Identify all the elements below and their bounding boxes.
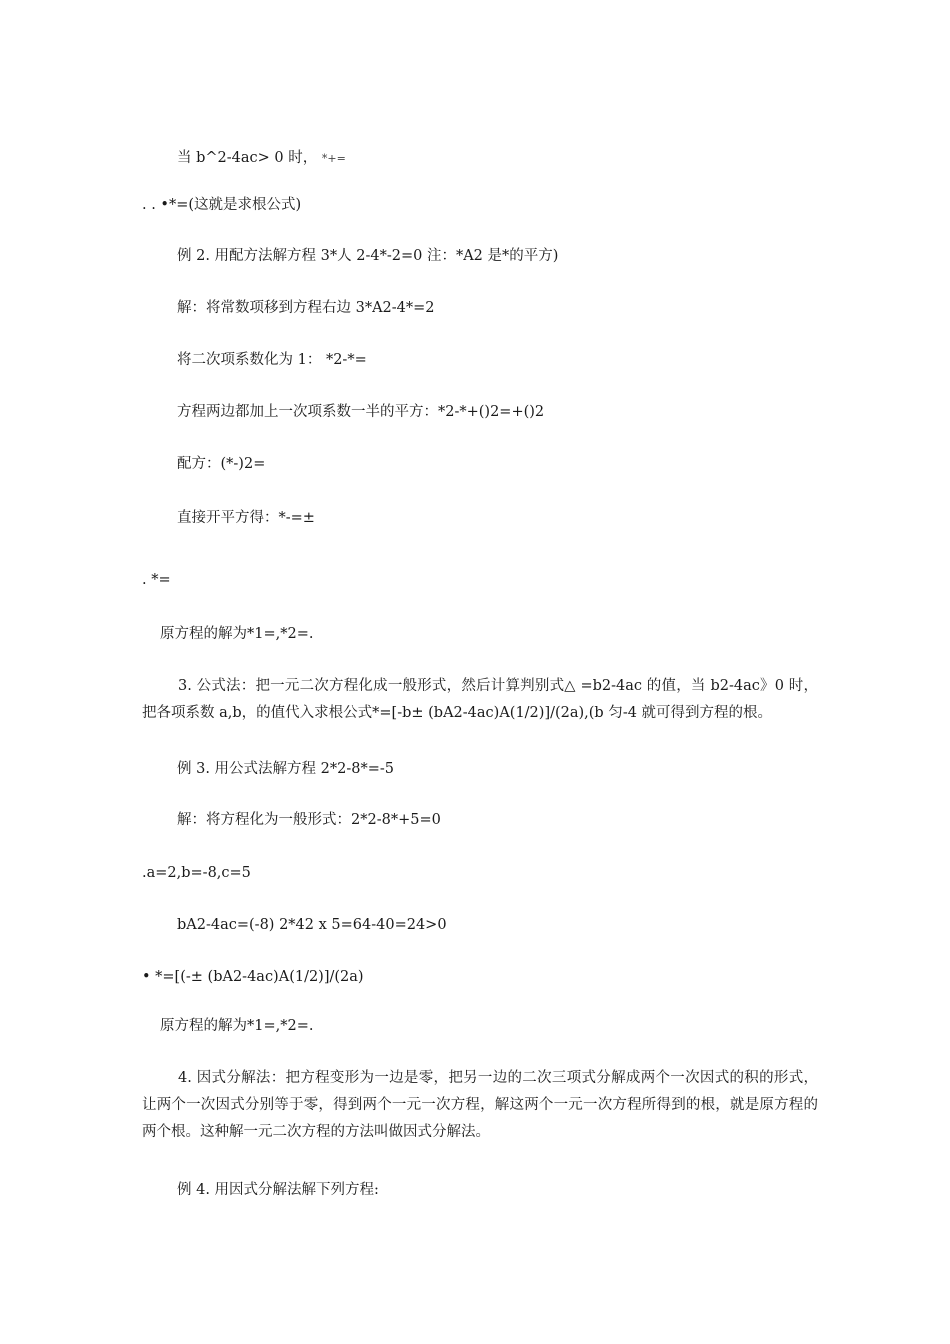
text-line: 解：将方程化为一般形式：2*2-8*+5=0 — [177, 812, 441, 828]
text-line — [177, 148, 346, 169]
text-line: 方程两边都加上一次项系数一半的平方：*2-*+()2=+()2 — [177, 404, 545, 420]
formula-fragment: *+= — [321, 152, 346, 165]
discriminant-condition: 当 b^2-4ac> 0 时， — [177, 150, 318, 166]
text-line: bA2-4ac=(-8) 2*42 x 5=64-40=24>0 — [177, 917, 447, 933]
text-line: 配方：(*-)2= — [177, 456, 266, 472]
text-line: 将二次项系数化为 1： *2-*= — [177, 352, 367, 368]
text-line: 原方程的解为*1=,*2=. — [160, 626, 314, 642]
paragraph-factoring-method: 4. 因式分解法：把方程变形为一边是零，把另一边的二次三项式分解成两个一次因式的积的形式，让两个一次因式分别等于零，得到两个一元一次方程，解这两个一元一次方程所得到的根，就是原方程的两个根。这种解一元二次方程的方法叫做因式分解法。 — [142, 1070, 818, 1140]
example-heading: 例 2. 用配方法解方程 3*人 2-4*-2=0 注：*A2 是*的平方) — [177, 248, 559, 264]
text-line: 解：将常数项移到方程右边 3*A2-4*=2 — [177, 300, 435, 316]
text-line: 原方程的解为*1=,*2=. — [160, 1018, 314, 1034]
text-line: 直接开平方得：*-=± — [177, 510, 315, 526]
text-line: . *= — [142, 572, 171, 588]
text-line: • *=[(-± (bA2-4ac)A(1/2)]/(2a) — [142, 969, 364, 985]
example-heading: 例 4. 用因式分解法解下列方程: — [177, 1182, 379, 1198]
example-heading: 例 3. 用公式法解方程 2*2-8*=-5 — [177, 761, 395, 777]
text-line: .a=2,b=-8,c=5 — [142, 865, 251, 881]
text-line: . . •*=(这就是求根公式) — [142, 197, 302, 213]
paragraph-formula-method: 3. 公式法：把一元二次方程化成一般形式，然后计算判别式△ =b2-4ac 的值，当 b2-4ac》0 时，把各项系数 a,b，的值代入求根公式*=[-b± (bA2-4ac)A(1/2)]/(2a),(b 匀-4 就可得到方程的根。 — [142, 678, 818, 721]
